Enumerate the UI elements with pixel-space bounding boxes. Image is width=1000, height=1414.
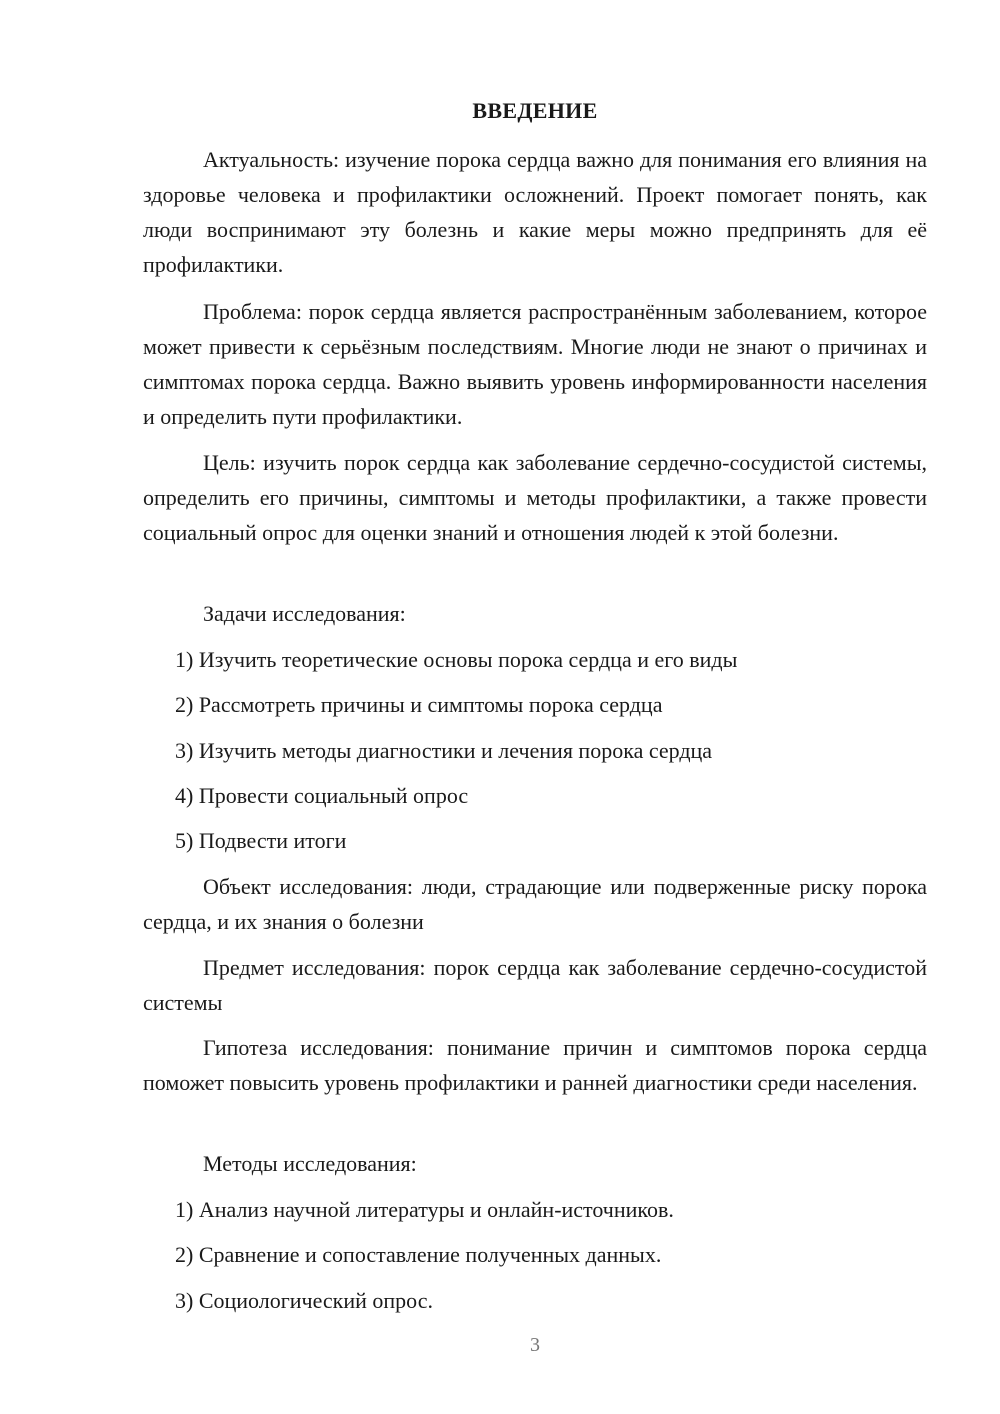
- tasks-heading: Задачи исследования:: [203, 601, 406, 626]
- problem-paragraph: Проблема: порок сердца является распространённым заболеванием, которое может привести к серьёзным последствиям. Многие люди не знают о причинах и симптомах порока сердца. Важно выявить уровень информированности населения и определить пути профилактики.: [143, 299, 927, 429]
- method-item-2: 2) Сравнение и сопоставление полученных данных.: [175, 1242, 662, 1267]
- task-item-5: 5) Подвести итоги: [175, 828, 347, 853]
- methods-heading: Методы исследования:: [203, 1151, 417, 1176]
- task-item-4: 4) Провести социальный опрос: [175, 783, 469, 808]
- task-item-1: 1) Изучить теоретические основы порока сердца и его виды: [175, 647, 738, 672]
- section-title: ВВЕДЕНИЕ: [472, 98, 598, 123]
- document-page: [143, 0, 927, 1414]
- method-item-3: 3) Социологический опрос.: [175, 1288, 433, 1313]
- object-paragraph: Объект исследования: люди, страдающие или подверженные риску порока сердца, и их знания о болезни: [143, 874, 927, 934]
- method-item-1: 1) Анализ научной литературы и онлайн-источников.: [175, 1197, 674, 1222]
- goal-paragraph: Цель: изучить порок сердца как заболевание сердечно-сосудистой системы, определить его причины, симптомы и методы профилактики, а также провести социальный опрос для оценки знаний и отношения людей к этой болезни.: [143, 450, 927, 545]
- relevance-paragraph: Актуальность: изучение порока сердца важно для понимания его влияния на здоровье человека и профилактики осложнений. Проект помогает понять, как люди воспринимают эту болезнь и какие меры можно предпринять для её профилактики.: [143, 147, 927, 277]
- subject-paragraph: Предмет исследования: порок сердца как заболевание сердечно-сосудистой системы: [143, 955, 927, 1015]
- task-item-3: 3) Изучить методы диагностики и лечения порока сердца: [175, 738, 713, 763]
- task-item-2: 2) Рассмотреть причины и симптомы порока сердца: [175, 692, 663, 717]
- hypothesis-paragraph: Гипотеза исследования: понимание причин и симптомов порока сердца поможет повысить уровень профилактики и ранней диагностики среди населения.: [143, 1035, 927, 1095]
- page-number: 3: [530, 1334, 540, 1356]
